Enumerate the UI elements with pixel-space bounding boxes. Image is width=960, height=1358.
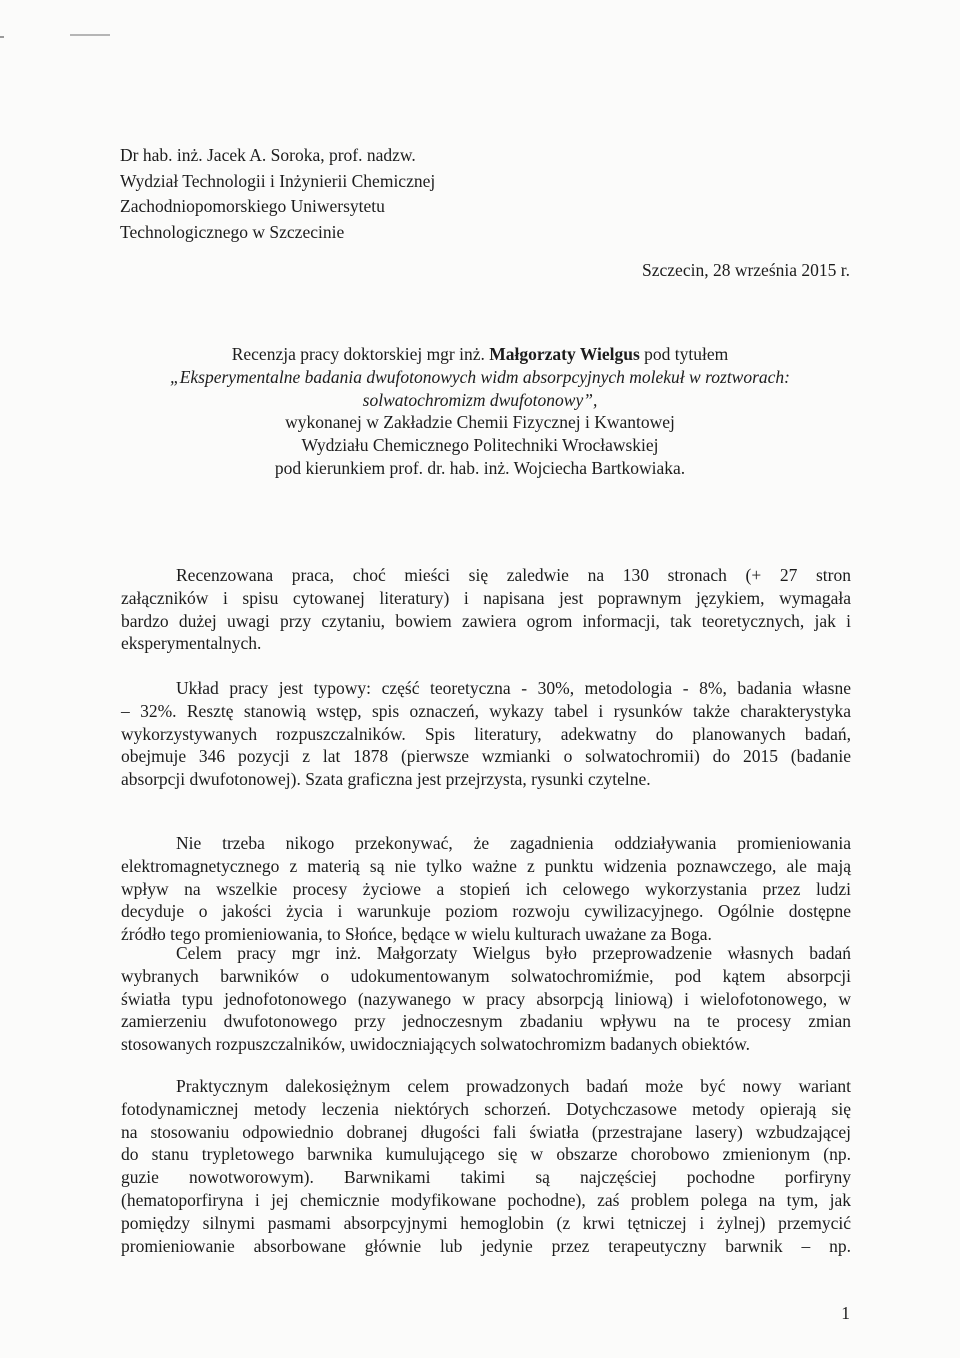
candidate-name: Małgorzaty Wielgus xyxy=(489,344,640,364)
paragraph-line: wykorzystywanych rozpuszczalników. Spis literatury, adekwatny do planowanych badań, xyxy=(121,723,851,744)
paragraph-line: światła typu jednofotonowego (nazywanego w pracy absorpcją liniową) i wielofotonowego, w xyxy=(121,988,851,1009)
paragraph-line: elektromagnetycznego z materią są nie tylko ważne z punktu widzenia poznawczego, ale mają xyxy=(121,855,851,876)
scan-artifact xyxy=(70,34,110,36)
author-line: Dr hab. inż. Jacek A. Soroka, prof. nadzw. xyxy=(120,145,416,165)
paragraph xyxy=(121,942,851,1056)
title-line: wykonanej w Zakładzie Chemii Fizycznej i Kwantowej xyxy=(285,412,675,433)
page-number: 1 xyxy=(841,1303,850,1323)
document-date: Szczecin, 28 września 2015 r. xyxy=(642,260,850,280)
thesis-title-line: „Eksperymentalne badania dwufotonowych widm absorpcyjnych molekuł w roztworach: xyxy=(169,366,791,387)
paragraph-line: do stanu trypletowego barwnika kumulującego się w obszarze chorobowo zmienionym (np. xyxy=(121,1144,851,1165)
author-block xyxy=(120,143,435,245)
paragraph-line: stosowanych rozpuszczalników, uwidoczniających solwatochromizm badanych obiektów. xyxy=(121,1034,750,1055)
paragraph-line: absorpcji dwufotonowej). Szata graficzna jest przejrzysta, rysunki czytelne. xyxy=(121,769,651,790)
paragraph-line: zamierzeniu dwufotonowego przy jednoczesnym zbadaniu wpływu na te procesy zmian xyxy=(121,1011,851,1032)
author-line: Wydział Technologii i Inżynierii Chemicznej xyxy=(120,170,436,191)
paragraph-line: Nie trzeba nikogo przekonywać, że zagadnienia oddziaływania promieniowania xyxy=(176,833,851,853)
paragraph-line: obejmuje 346 pozycji z lat 1878 (pierwsze wzmianki o solwatochromii) do 2015 (badanie xyxy=(121,746,851,767)
paragraph xyxy=(121,832,851,946)
paragraph-line: (hematoporfiryna i jej chemicznie modyfikowane pochodne), zaś problem polega na tym, jak xyxy=(121,1189,851,1210)
title-prefix: Recenzja pracy doktorskiej mgr inż. xyxy=(231,344,490,364)
paragraph-line: załączników i spisu cytowanej literatury) i napisana jest poprawnym językiem, wymagała xyxy=(121,587,851,608)
title-suffix: pod tytułem xyxy=(639,344,729,364)
thesis-title-line: solwatochromizm dwufotonowy”, xyxy=(362,389,598,410)
title-line: pod kierunkiem prof. dr. hab. inż. Wojciecha Bartkowiaka. xyxy=(274,457,686,478)
paragraph-line: Recenzowana praca, choć mieści się zaledwie na 130 stronach (+ 27 stron xyxy=(176,565,851,585)
paragraph-line: Praktycznym dalekosiężnym celem prowadzonych badań może być nowy wariant xyxy=(176,1076,851,1096)
title-line xyxy=(120,343,840,366)
paragraph-line: źródło tego promieniowania, to Słońce, będące w wielu kulturach uważane za Boga. xyxy=(121,924,712,945)
paragraph-line: wpływ na wszelkie procesy życiowe a stopień ich celowego wykorzystania przez ludzi xyxy=(121,878,851,899)
paragraph-line: guzie nowotworowym). Barwnikami takimi są najczęściej pochodne porfiryny xyxy=(121,1167,851,1188)
paragraph xyxy=(121,1075,851,1257)
paragraph-line: pomiędzy silnymi pasmami absorpcyjnymi hemoglobin (z krwi tętniczej i żylnej) przemycić xyxy=(121,1212,851,1233)
paragraph-line: decyduje o jakości życia i warunkuje poziom rozwoju cywilizacyjnego. Ogólnie dostępne xyxy=(121,901,851,922)
paragraph-line: wybranych barwników o udokumentowanym solwatochromiźmie, pod kątem absorpcji xyxy=(121,965,851,986)
paragraph-line: – 32%. Resztę stanowią wstęp, spis oznaczeń, wykazy tabel i rysunków także charakterystyka xyxy=(121,700,851,721)
author-line: Technologicznego w Szczecinie xyxy=(120,221,345,242)
scan-artifact xyxy=(0,36,4,38)
review-title xyxy=(120,343,840,480)
paragraph-line: bardzo dużej uwagi przy czytaniu, bowiem zawiera ogrom informacji, tak teoretycznych, jak i xyxy=(121,610,851,631)
title-line: Wydziału Chemicznego Politechniki Wrocławskiej xyxy=(301,435,659,456)
paragraph-line: Układ pracy jest typowy: część teoretyczna - 30%, metodologia - 8%, badania własne xyxy=(176,678,851,698)
paragraph xyxy=(121,677,851,791)
paragraph-line: promieniowanie absorbowane głównie lub jedynie przez terapeutyczny barwnik – np. xyxy=(121,1235,851,1256)
paragraph-line: Celem pracy mgr inż. Małgorzaty Wielgus było przeprowadzenie własnych badań xyxy=(176,943,851,963)
paragraph-line: na stosowaniu odpowiednio dobranej długości fali światła (przestrajane lasery) wzbudzającej xyxy=(121,1121,851,1142)
paragraph-line: fotodynamicznej metody leczenia niektórych schorzeń. Dotychczasowe metody opierają się xyxy=(121,1098,851,1119)
paragraph-line: eksperymentalnych. xyxy=(121,633,262,654)
paragraph xyxy=(121,564,851,655)
author-line: Zachodniopomorskiego Uniwersytetu xyxy=(120,196,385,217)
